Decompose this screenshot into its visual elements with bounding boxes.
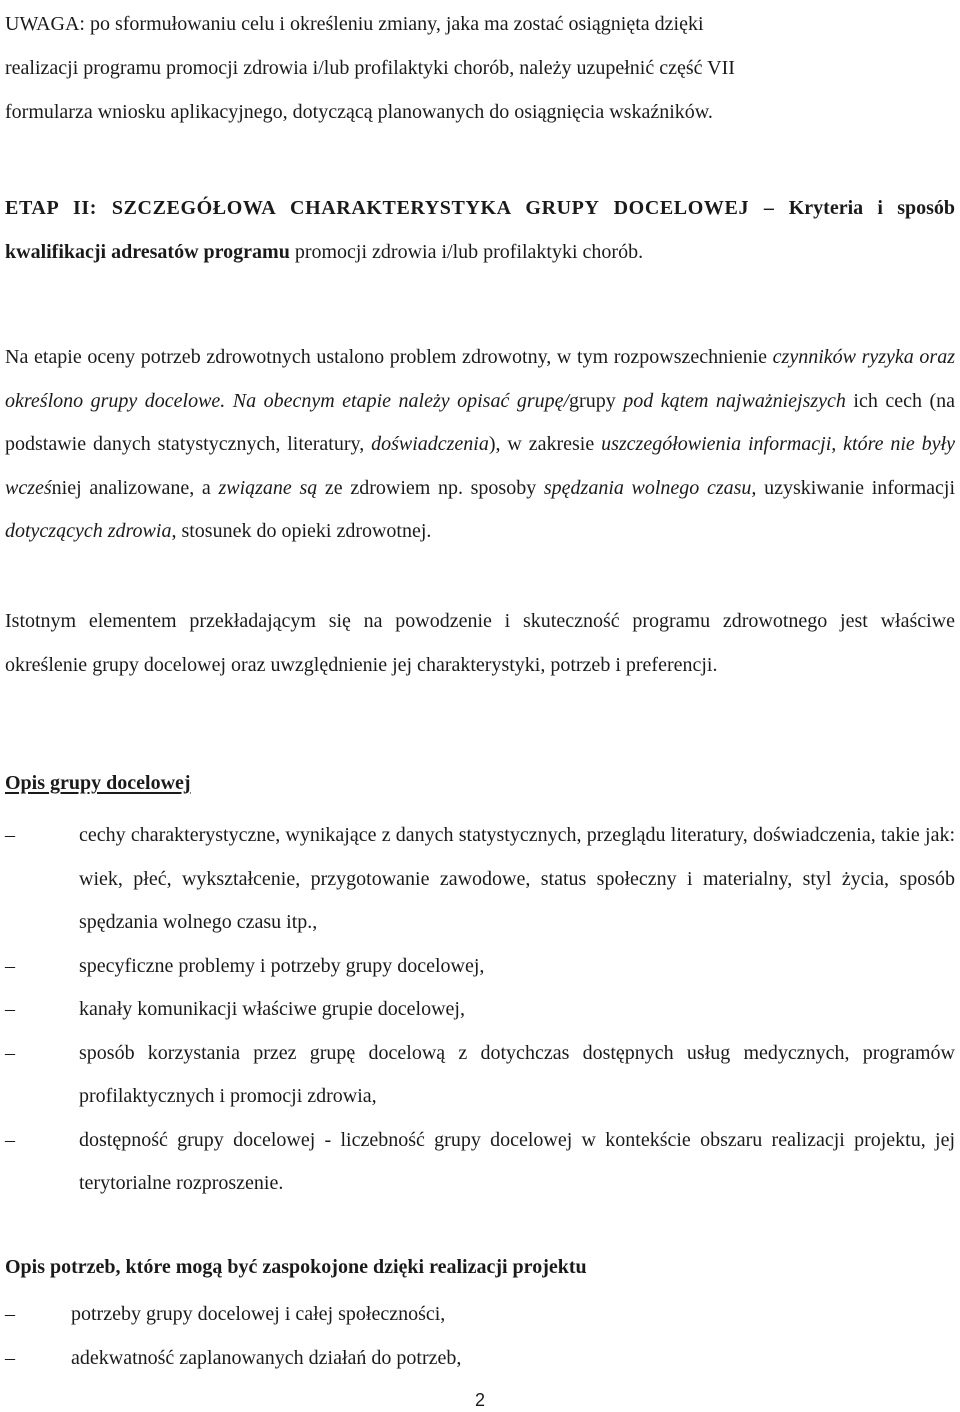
list-item-text: specyficzne problemy i potrzeby grupy docelowej,	[79, 954, 485, 977]
list-item	[5, 1119, 955, 1206]
text-run-italic: doświadczenia	[371, 433, 489, 455]
target-group-list	[5, 814, 955, 1206]
list-item-text: dostępność grupy docelowej - liczebność grupy docelowej w kontekście obszaru realizacji projektu, jej terytorialne rozproszenie.	[79, 1128, 955, 1194]
text-run-italic: czynników ryzyka oraz określono grupy docelowe. Na obecnym etapie należy opisać grupę/	[5, 346, 955, 412]
section-heading-target-group: Opis grupy docelowej	[5, 772, 191, 794]
list-item-text: adekwatność zaplanowanych działań do potrzeb,	[71, 1346, 462, 1369]
text-run: ze zdrowiem np. sposoby	[317, 476, 544, 499]
text-run: grupy	[569, 389, 624, 412]
list-item	[5, 1293, 955, 1337]
list-item	[5, 988, 955, 1032]
section-heading-needs: Opis potrzeb, które mogą być zaspokojone dzięki realizacji projektu	[5, 1256, 587, 1278]
list-item	[5, 1032, 955, 1119]
text-run-italic: dotyczących zdrowia	[5, 520, 172, 542]
text-run: , stosunek do opieki zdrowotnej.	[171, 520, 432, 542]
list-item-text: sposób korzystania przez grupę docelową z dotychczas dostępnych usług medycznych, programów profilaktycznych i promocji zdrowia,	[79, 1041, 955, 1107]
paragraph-importance: Istotnym elementem przekładającym się na powodzenie i skuteczność programu zdrowotnego jest właściwe określenie grupy docelowej oraz uwzględnienie jej charakterystyki, potrzeb i preferencji.	[5, 610, 955, 676]
list-item	[5, 814, 955, 945]
criteria-bold: Kryteria i sposób kwalifikacji adresatów programu	[5, 197, 956, 263]
intro-line: realizacji programu promocji zdrowia i/lub profilaktyki chorób, należy uzupełnić część VII	[5, 57, 735, 79]
dash-bullet: –	[5, 954, 15, 977]
dash-bullet: –	[5, 824, 15, 846]
intro-note	[5, 2, 955, 134]
page-number: 2	[474, 1390, 485, 1410]
list-item-text: kanały komunikacji właściwe grupie docelowej,	[79, 998, 465, 1020]
criteria-rest: promocji zdrowia i/lub profilaktyki chorób.	[289, 241, 644, 263]
list-item-text: cechy charakterystyczne, wynikające z danych statystycznych, przeglądu literatury, doświadczenia, takie jak: wiek, płeć, wykształcenie, przygotowanie zawodowe, status społeczny i materialny, styl życia, sposób spędzania wolnego czasu itp.,	[79, 824, 955, 933]
text-run: ), w zakresie	[488, 433, 602, 455]
dash-bullet: –	[5, 1128, 15, 1151]
text-run-italic: związane są	[218, 476, 318, 499]
intro-line: UWAGA: po sformułowaniu celu i określeniu zmiany, jaka ma zostać osiągnięta dzięki	[5, 13, 704, 35]
list-item	[5, 945, 955, 989]
stage-heading	[5, 186, 955, 274]
intro-line: formularza wniosku aplikacyjnego, dotyczącą planowanych do osiągnięcia wskaźników.	[5, 101, 713, 123]
dash-bullet: –	[5, 1041, 15, 1064]
dash-bullet: –	[5, 1346, 15, 1369]
text-run-italic: pod kątem najważniejszych	[623, 389, 846, 412]
dash-bullet: –	[5, 998, 15, 1020]
needs-list	[5, 1293, 955, 1380]
dash-bullet: –	[5, 1303, 15, 1325]
list-item-text: potrzeby grupy docelowej i całej społeczności,	[71, 1303, 446, 1325]
stage-title: ETAP II: SZCZEGÓŁOWA CHARAKTERYSTYKA GRUPY DOCELOWEJ –	[5, 197, 775, 219]
paragraph-target-group	[5, 336, 955, 554]
text-run: niej analizowane, a	[51, 476, 219, 499]
text-run: ich cech (na podstawie danych statystycznych, literatury,	[5, 389, 956, 455]
list-item	[5, 1337, 955, 1381]
text-run: Na etapie oceny potrzeb zdrowotnych ustalono problem zdrowotny, w tym rozpowszechnienie	[5, 346, 773, 368]
text-run: uzyskiwanie informacji	[756, 476, 956, 499]
text-run-italic: uszczegółowienia informacji, które nie były wcześ	[5, 433, 955, 499]
text-run-italic: spędzania wolnego czasu,	[543, 476, 757, 499]
